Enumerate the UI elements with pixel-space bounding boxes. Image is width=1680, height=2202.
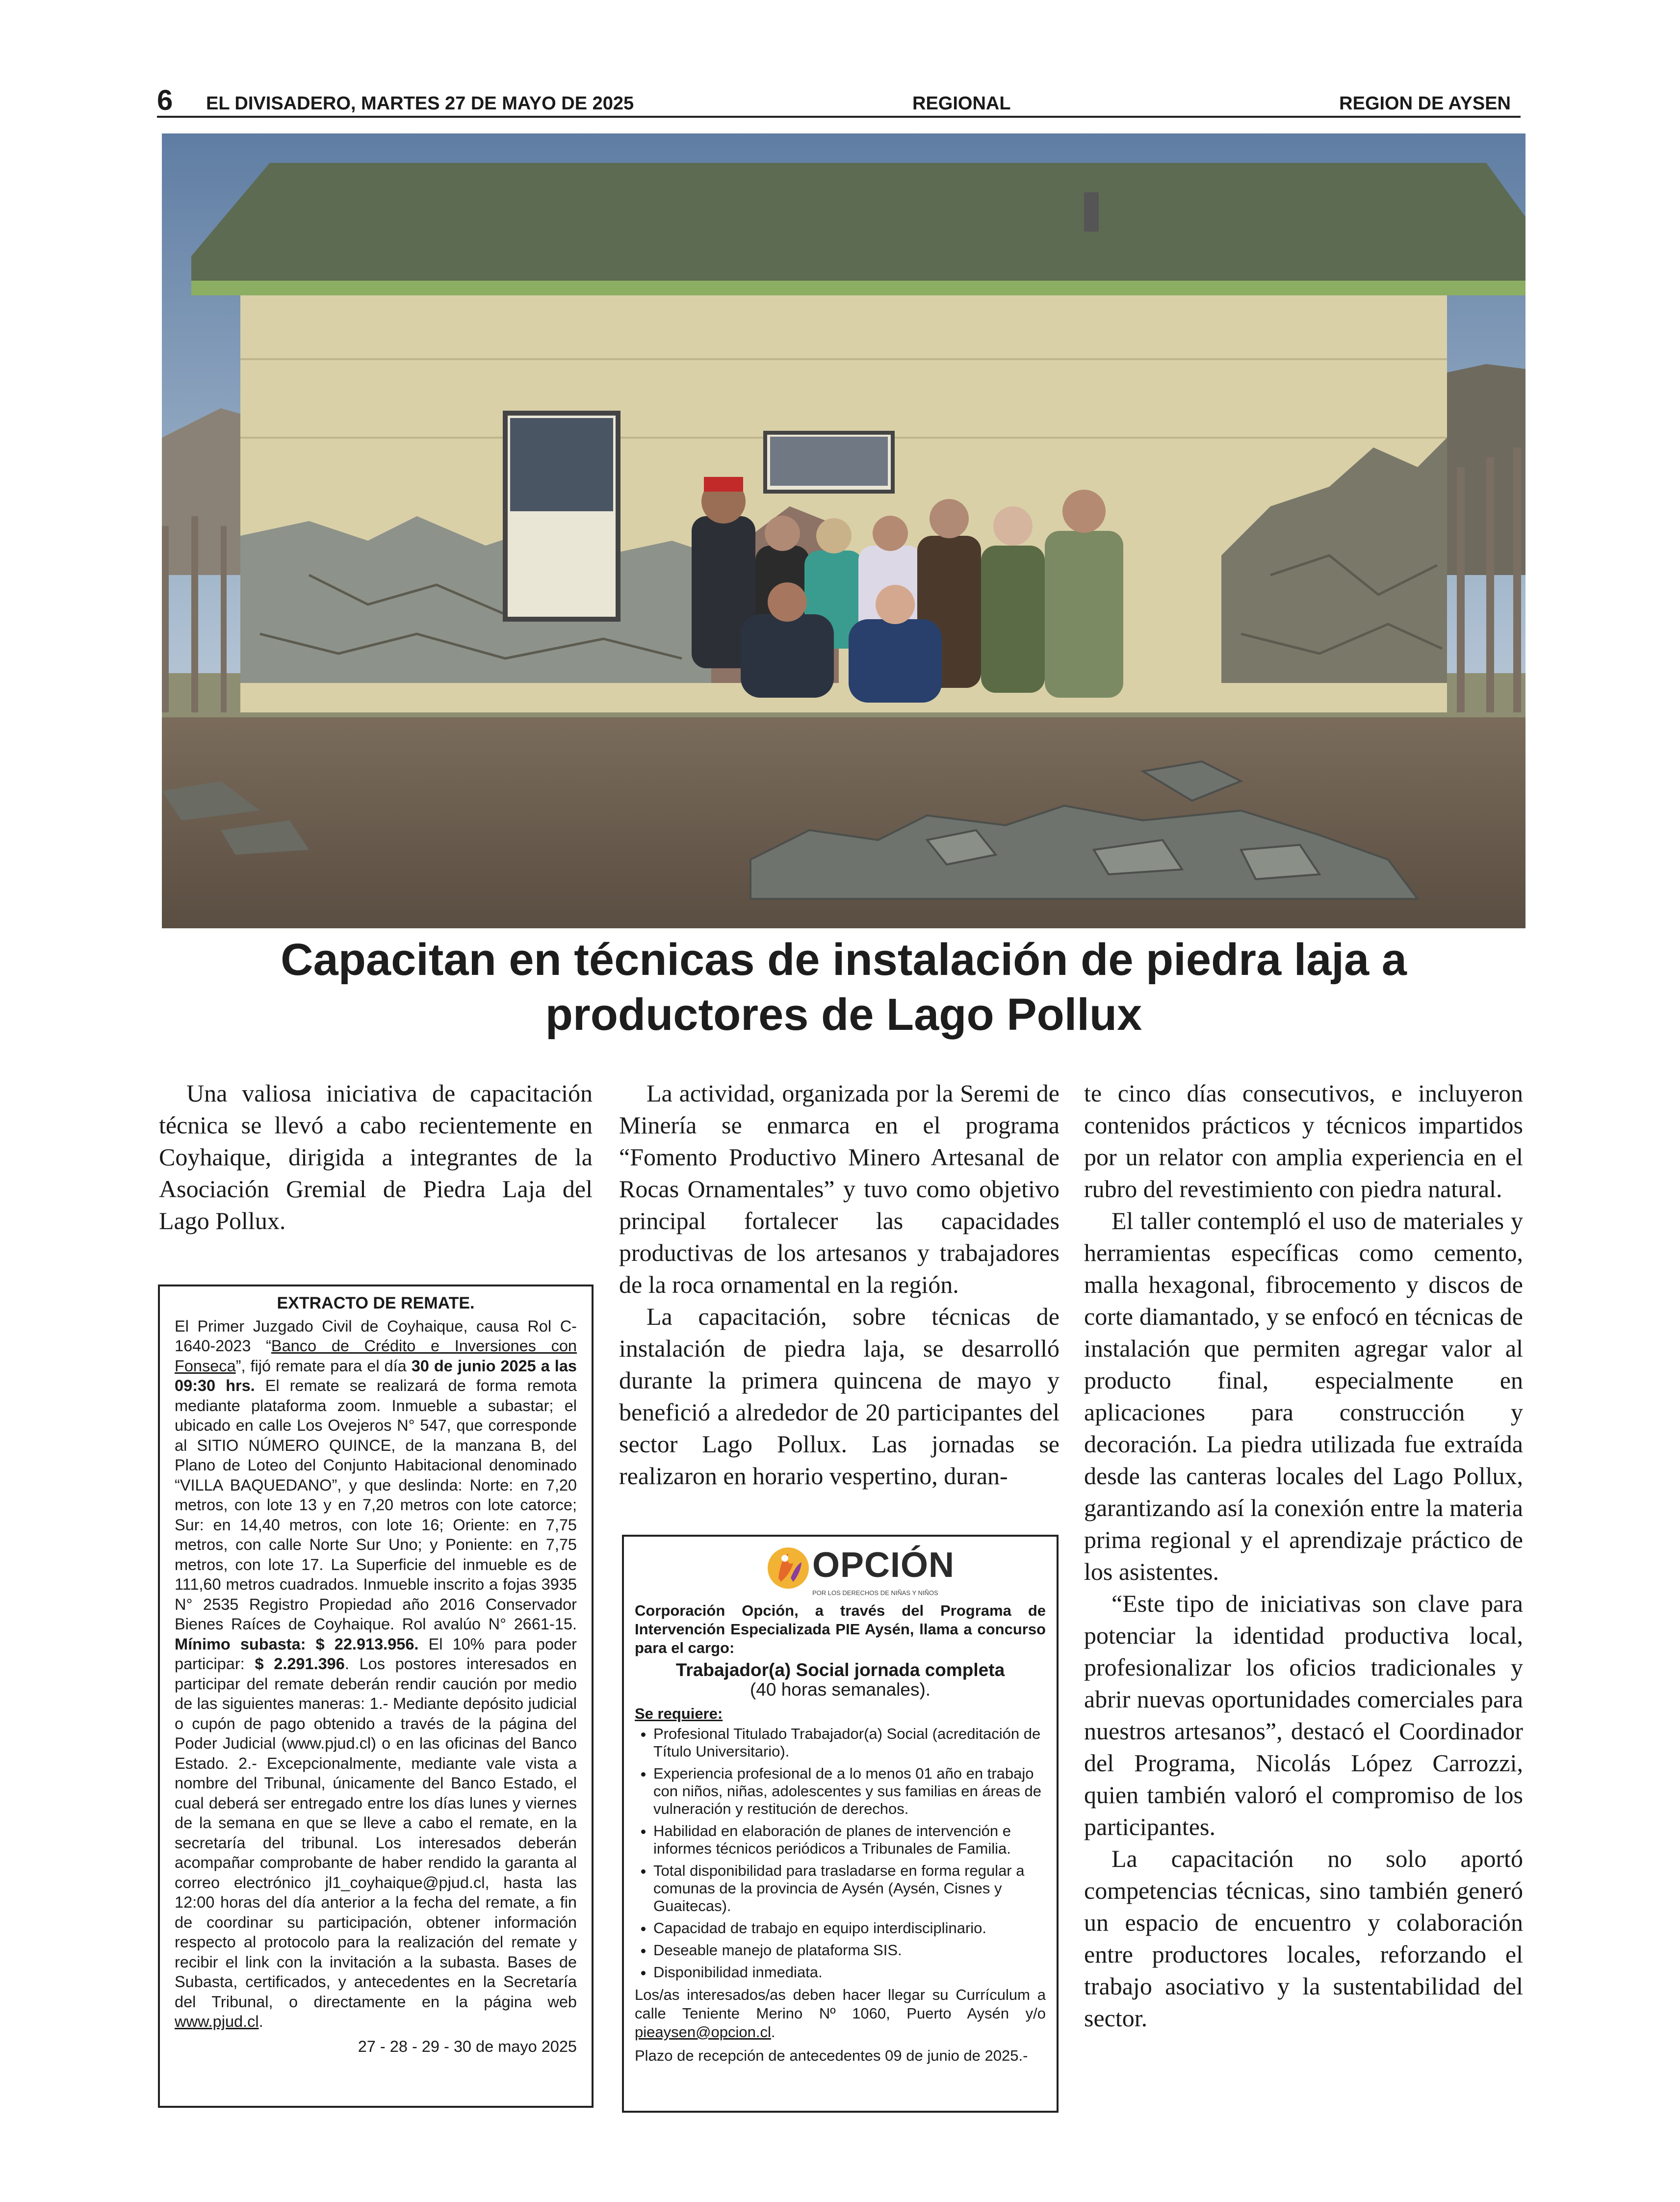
requirement-item: • Experiencia profesional de a lo menos 01 año en trabajo con niños, niñas, adolescentes y sus familias en áreas de vulneración y restitución de derechos.	[653, 1765, 1046, 1818]
remate-title: EXTRACTO DE REMATE.	[277, 1294, 475, 1312]
opcion-horas: (40 horas semanales).	[750, 1679, 931, 1700]
opcion-email-link[interactable]: pieaysen@opcion.cl	[635, 2023, 771, 2041]
remate-dates: 27 - 28 - 29 - 30 de mayo 2025	[358, 2037, 577, 2055]
article-paragraph: La capacitación, sobre técnicas de instalación de piedra laja, se desarrolló durante la primera quincena de mayo y benefició a alrededor de 20 participantes del sector Lago Pollux. Las jornadas se realizaron en horario vespertino, duran-	[619, 1303, 1060, 1490]
page-number: 6	[157, 84, 173, 116]
remate-minimo: Mínimo subasta: $ 22.913.956.	[175, 1635, 419, 1653]
article-photo	[162, 133, 1525, 928]
requirement-item: • Habilidad en elaboración de planes de intervención e informes técnicos periódicos a Tribunales de Familia.	[653, 1822, 1046, 1858]
article-paragraph: La capacitación no solo aportó competencias técnicas, sino también generó un espacio de encuentro y colaboración entre productores locales, reforzando el trabajo asociativo y la sustentabilidad del sector.	[1084, 1845, 1523, 2032]
article-column-2	[619, 1077, 1060, 1492]
requirement-item: • Capacidad de trabajo en equipo interdisciplinario.	[653, 1919, 1046, 1937]
article-title-line-1: Capacitan en técnicas de instalación de piedra laja a	[281, 935, 1407, 985]
remate-garantia: $ 2.291.396	[255, 1655, 345, 1673]
requirement-item: • Disponibilidad inmediata.	[653, 1964, 1046, 1981]
requirement-item: • Total disponibilidad para trasladarse en forma regular a comunas de la provincia de Aysén (Aysén, Cisnes y Guaitecas).	[653, 1862, 1046, 1915]
remate-text: ”, fijó remate para el día	[235, 1357, 412, 1375]
article-paragraph: “Este tipo de iniciativas son clave para potenciar la identidad productiva local, profesionalizar los oficios tradicionales y abrir nuevas oportunidades comerciales para nuestros artesanos”, destacó el Coordinador del Programa, Nicolás López Carrozzi, quien también valoró el compromiso de los participantes.	[1084, 1590, 1523, 1840]
remate-text: El 10% para poder participar:	[175, 1635, 577, 1673]
article-paragraph: El taller contempló el uso de materiales y herramientas específicas como cemento, malla hexagonal, fibrocemento y discos de corte diamantado, y se enfocó en técnicas de instalación que permiten agregar valor al producto final, especialmente en aplicaciones para construcción y decoración. La piedra utilizada fue extraída desde las canteras locales del Lago Pollux, garantizando así la conexión entre la materia prima regional y el aprendizaje práctico de los asistentes.	[1084, 1207, 1523, 1585]
article-paragraph: La actividad, organizada por la Seremi de Minería se enmarca en el programa “Fomento Productivo Minero Artesanal de Rocas Ornamentales” y tuvo como objetivo principal fortalecer las capacidades productivas de los artesanos y trabajadores de la roca ornamental en la región.	[619, 1079, 1060, 1298]
article-title-line-2: productores de Lago Pollux	[545, 990, 1142, 1040]
article-column-3	[1084, 1077, 1523, 2034]
remate-body	[175, 1316, 577, 2032]
publication-dateline: EL DIVISADERO, MARTES 27 DE MAYO DE 2025	[206, 93, 634, 114]
opcion-cargo: Trabajador(a) Social jornada completa	[675, 1660, 1005, 1680]
article-title	[162, 932, 1525, 1042]
remate-date: 30 de junio 2025 a las 09:30 hrs.	[175, 1357, 577, 1394]
page-header	[157, 86, 1521, 118]
remate-bank: Banco de Crédito e Inversiones con Fonseca	[175, 1337, 577, 1375]
remate-text: El remate se realizará de forma remota mediante plataforma zoom. Inmueble a subastar; el ubicado en calle Los Ovejeros N° 547, que corresponde al SITIO NÚMERO QUINCE, de la manzana B, del Plano de Loteo del Conjunto Habitacional denominado “VILLA BAQUEDANO”, y que deslinda: Norte: en 7,20 metros, con lote 13 y en 7,20 metros con lote catorce; Sur: en 14,40 metros, con lote 16; Oriente: en 7,75 metros, con calle Norte Sur Uno; y Poniente: en 7,75 metros, con lote 17. La Superficie del inmueble es de 111,60 metros cuadrados. Inmueble inscrito a fojas 3935 N° 2535 Registro Propiedad año 2016 Conservador Bienes Raíces de Coyhaique. Rol avalúo N° 2661-15.	[175, 1377, 577, 1633]
requirement-item: • Profesional Titulado Trabajador(a) Social (acreditación de Título Universitario).	[653, 1725, 1046, 1760]
remate-text: .	[258, 2013, 263, 2030]
remate-text: El Primer Juzgado Civil de Coyhaique, causa Rol C-1640-2023 “	[175, 1317, 577, 1355]
opcion-logo-text: OPCIÓN	[812, 1546, 955, 1585]
article-column-1	[159, 1077, 593, 1237]
section-label: REGIONAL	[912, 93, 1011, 114]
opcion-intro: Corporación Opción, a través del Programa de Intervención Especializada PIE Aysén, llama a concurso para el cargo:	[635, 1602, 1046, 1656]
remate-web-link[interactable]: www.pjud.cl	[175, 2013, 259, 2030]
article-paragraph: Una valiosa iniciativa de capacitación técnica se llevó a cabo recientemente en Coyhaique, dirigida a integrantes de la Asociación Gremial de Piedra Laja del Lago Pollux.	[159, 1079, 593, 1234]
remate-notice	[158, 1284, 594, 2108]
opcion-job-ad	[622, 1535, 1059, 2113]
remate-text: . Los postores interesados en participar del remate deberán rendir caución por medio de las siguientes maneras: 1.- Mediante depósito judicial o cupón de pago obtenido a través de la página del Poder Judicial (www.pjud.cl) o en las oficinas del Banco Estado. 2.- Excepcionalmente, mediante vale vista a nombre del Tribunal, únicamente del Banco Estado, el cual deberá ser entregado entre los días lunes y viernes de la semana en que se lleve a cabo el remate, en la secretaría del tribunal. Los interesados deberán acompañar comprobante de haber rendido la garanta al correo electrónico jl1_coyhaique@pjud.cl, hasta las 12:00 horas del día anterior a la fecha del remate, a fin de coordinar su participación, obtener información respecto al protocolo para la realización del remate y recibir el link con la invitación a la subasta. Bases de Subasta, certificados, y antecedentes en la Secretaría del Tribunal, o directamente en la página web	[175, 1655, 577, 2011]
region-label: REGION DE AYSEN	[1339, 93, 1511, 114]
opcion-footer	[635, 1986, 1046, 2042]
opcion-logo-icon	[766, 1544, 810, 1593]
opcion-deadline: Plazo de recepción de antecedentes 09 de junio de 2025.-	[635, 2047, 1028, 2064]
opcion-requirements-list	[635, 1725, 1046, 1981]
opcion-requirements-title: Se requiere:	[635, 1705, 723, 1722]
article-paragraph: te cinco días consecutivos, e incluyeron contenidos prácticos y técnicos impartidos por un relator con amplia experiencia en el rubro del revestimiento con piedra natural.	[1084, 1079, 1523, 1203]
opcion-footer-text: Los/as interesados/as deben hacer llegar su Currículum a calle Teniente Merino Nº 1060, Puerto Aysén y/o	[635, 1986, 1046, 2022]
opcion-logo	[635, 1544, 1046, 1598]
requirement-item: • Deseable manejo de plataforma SIS.	[653, 1941, 1046, 1959]
opcion-footer-text: .	[771, 2023, 775, 2041]
opcion-logo-subtitle: POR LOS DERECHOS DE NIÑAS Y NIÑOS	[812, 1589, 938, 1597]
